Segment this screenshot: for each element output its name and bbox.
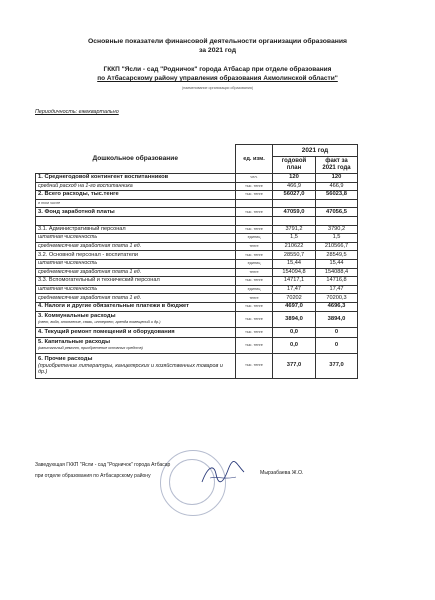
row-plan: 17,47 bbox=[273, 285, 316, 294]
org-name-line2: по Атбасарскому району управления образования Акмолинской области" bbox=[97, 75, 338, 82]
row-fact bbox=[316, 199, 358, 208]
row-unit: тыс. тенге bbox=[236, 251, 273, 260]
row-unit: чел. bbox=[236, 174, 273, 183]
row-unit: тыс. тенге bbox=[236, 353, 273, 378]
table-row bbox=[36, 268, 358, 277]
row-fact: 14716,8 bbox=[316, 277, 358, 286]
table-row bbox=[36, 242, 358, 251]
row-label bbox=[36, 353, 236, 378]
row-fact: 377,0 bbox=[316, 353, 358, 378]
row-unit: тыс. тенге bbox=[236, 191, 273, 200]
row-plan: 3791,2 bbox=[273, 225, 316, 234]
row-unit: тыс. тенге bbox=[236, 311, 273, 327]
table-row bbox=[36, 182, 358, 191]
table-row bbox=[36, 311, 358, 327]
row-plan: 4697,0 bbox=[273, 302, 316, 311]
row-fact: 466,9 bbox=[316, 182, 358, 191]
row-plan: 377,0 bbox=[273, 353, 316, 378]
row-label bbox=[36, 216, 236, 225]
row-plan: 47059,0 bbox=[273, 208, 316, 217]
row-fact: 4696,3 bbox=[316, 302, 358, 311]
row-label: штатная численность bbox=[36, 285, 236, 294]
row-label: 4. Налоги и другие обязательные платежи в бюджет bbox=[36, 302, 236, 311]
row-unit bbox=[236, 199, 273, 208]
header-unit: ед. изм. bbox=[236, 145, 273, 174]
row-unit bbox=[236, 216, 273, 225]
row-plan: 3894,0 bbox=[273, 311, 316, 327]
footer-signer: Мырзабаева Ж.О. bbox=[260, 470, 304, 476]
row-label bbox=[36, 337, 236, 353]
row-label: среднемесячная заработная плата 1 ед. bbox=[36, 268, 236, 277]
row-fact: 210566,7 bbox=[316, 242, 358, 251]
header-name: Дошкольное образование bbox=[36, 145, 236, 174]
table-row bbox=[36, 251, 358, 260]
row-fact: 1,5 bbox=[316, 234, 358, 243]
table-row bbox=[36, 191, 358, 200]
table-row bbox=[36, 174, 358, 183]
row-fact: 17,47 bbox=[316, 285, 358, 294]
footer-position-line2: при отделе образования по Атбасарскому району bbox=[35, 473, 151, 479]
row-label: 3. Фонд заработной платы bbox=[36, 208, 236, 217]
row-title: 3. Коммунальные расходы bbox=[38, 313, 116, 319]
row-label: среднемесячная заработная плата 1 ед. bbox=[36, 294, 236, 303]
row-fact: 0 bbox=[316, 337, 358, 353]
row-label: штатная численность bbox=[36, 259, 236, 268]
table-row bbox=[36, 337, 358, 353]
row-label bbox=[36, 311, 236, 327]
row-fact: 3894,0 bbox=[316, 311, 358, 327]
footer-position-line1: Заведующая ГККП "Ясли - сад "Родничок" города Атбасар bbox=[35, 462, 171, 468]
row-plan bbox=[273, 216, 316, 225]
table-row bbox=[36, 208, 358, 217]
row-fact: 15,44 bbox=[316, 259, 358, 268]
row-label: 1. Среднегодовой контингент воспитанников bbox=[36, 174, 236, 183]
row-unit: тыс. тенге bbox=[236, 225, 273, 234]
row-label: в том числе bbox=[36, 199, 236, 208]
row-plan: 154094,8 bbox=[273, 268, 316, 277]
row-label: 2. Всего расходы, тыс.тенге bbox=[36, 191, 236, 200]
row-label: средний расход на 1-го воспитанника bbox=[36, 182, 236, 191]
row-label bbox=[36, 327, 236, 337]
row-unit: тыс. тенге bbox=[236, 327, 273, 337]
table-row bbox=[36, 294, 358, 303]
row-label: среднемесячная заработная плата 1 ед. bbox=[36, 242, 236, 251]
row-plan: 210622 bbox=[273, 242, 316, 251]
row-fact: 0 bbox=[316, 327, 358, 337]
table-row bbox=[36, 327, 358, 337]
header-fact: факт за 2021 года bbox=[316, 157, 358, 174]
row-fact: 70200,3 bbox=[316, 294, 358, 303]
row-fact: 47056,5 bbox=[316, 208, 358, 217]
row-plan: 56027,0 bbox=[273, 191, 316, 200]
table-row bbox=[36, 225, 358, 234]
row-label: штатная численность bbox=[36, 234, 236, 243]
row-title: 5. Капитальные расходы bbox=[38, 339, 111, 345]
document-title: Основные показатели финансовой деятельности организации образования bbox=[87, 38, 348, 45]
header-plan: годовой план bbox=[273, 157, 316, 174]
row-unit: тенге bbox=[236, 242, 273, 251]
table-row bbox=[36, 277, 358, 286]
row-plan: 0,0 bbox=[273, 327, 316, 337]
financial-table bbox=[35, 144, 358, 379]
table-row bbox=[36, 302, 358, 311]
table-row bbox=[36, 259, 358, 268]
row-label: 3.3. Вспомогательный и технический персонал bbox=[36, 277, 236, 286]
row-unit: тенге bbox=[236, 268, 273, 277]
row-unit: тенге bbox=[236, 294, 273, 303]
row-note: (приобретение литературы, канцелярских и хозяйственных товаров и др.) bbox=[38, 362, 223, 375]
periodicity: Периодичность: ежеквартально bbox=[35, 109, 119, 115]
row-plan: 28550,7 bbox=[273, 251, 316, 260]
row-fact: 154088,4 bbox=[316, 268, 358, 277]
row-plan: 120 bbox=[273, 174, 316, 183]
table-row bbox=[36, 216, 358, 225]
row-unit: единиц bbox=[236, 259, 273, 268]
table-row bbox=[36, 234, 358, 243]
row-label: 3.1. Административный персонал bbox=[36, 225, 236, 234]
row-unit: тыс. тенге bbox=[236, 277, 273, 286]
table-row bbox=[36, 353, 358, 378]
row-plan: 70202 bbox=[273, 294, 316, 303]
row-fact: 120 bbox=[316, 174, 358, 183]
org-caption: (наименование организации образования) bbox=[181, 86, 254, 90]
signature bbox=[200, 460, 246, 490]
row-plan: 466,9 bbox=[273, 182, 316, 191]
row-note: (свет, вода, отопление, связь, интернет, аренда помещений и др.) bbox=[38, 320, 161, 324]
row-fact: 56023,8 bbox=[316, 191, 358, 200]
row-unit: тыс. тенге bbox=[236, 337, 273, 353]
row-unit: тыс. тенге bbox=[236, 208, 273, 217]
row-plan: 15,44 bbox=[273, 259, 316, 268]
row-fact: 28549,5 bbox=[316, 251, 358, 260]
org-name-line1: ГККП "Ясли - сад "Родничок" города Атбасар при отделе образования bbox=[103, 66, 332, 73]
row-unit: единиц bbox=[236, 234, 273, 243]
table-row bbox=[36, 199, 358, 208]
row-unit: тыс. тенге bbox=[236, 302, 273, 311]
row-label: 3.2. Основной персонал - воспитатели bbox=[36, 251, 236, 260]
row-plan bbox=[273, 199, 316, 208]
row-unit: тыс. тенге bbox=[236, 182, 273, 191]
row-note: (капитальный ремонт, приобретение основных средств) bbox=[38, 346, 143, 350]
row-title: 4. Текущий ремонт помещений и оборудования bbox=[38, 328, 175, 335]
row-plan: 1,5 bbox=[273, 234, 316, 243]
row-unit: единиц bbox=[236, 285, 273, 294]
header-year: 2021 год bbox=[273, 145, 358, 157]
row-fact: 3790,2 bbox=[316, 225, 358, 234]
table-body bbox=[36, 174, 358, 379]
row-fact bbox=[316, 216, 358, 225]
row-plan: 0,0 bbox=[273, 337, 316, 353]
row-title: 6. Прочие расходы bbox=[38, 355, 93, 362]
document-period: за 2021 год bbox=[198, 47, 237, 54]
table-row bbox=[36, 285, 358, 294]
row-plan: 14717,1 bbox=[273, 277, 316, 286]
